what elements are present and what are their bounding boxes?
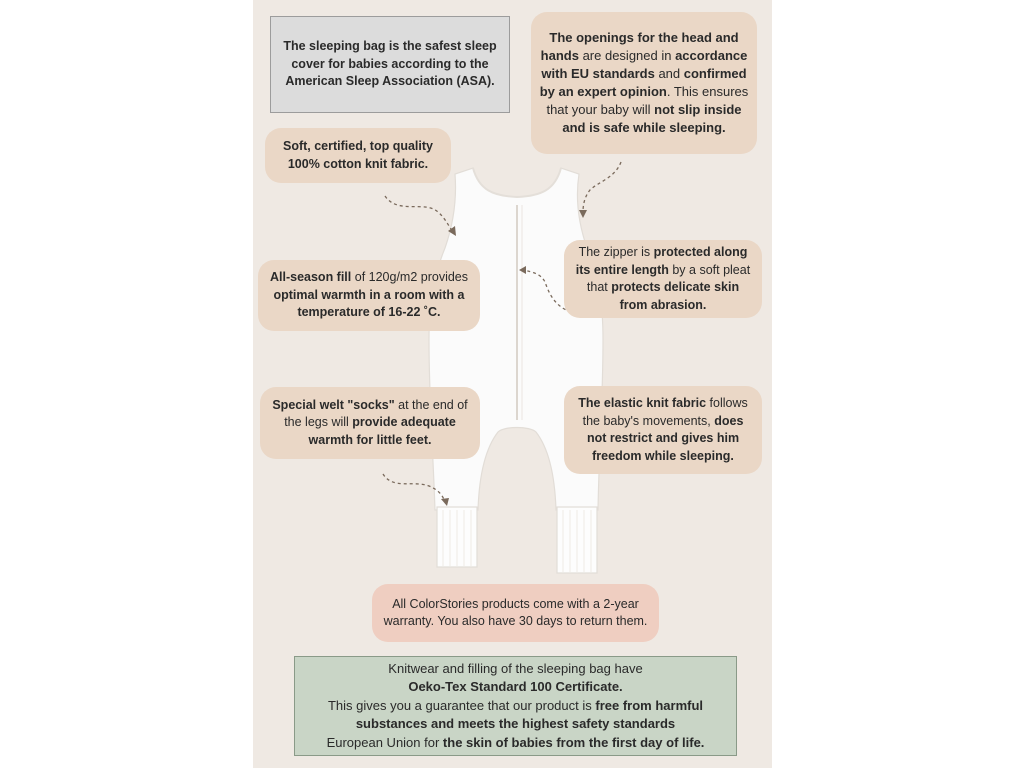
openings-text-bold-7: not slip inside and is safe while sleeping. [562, 102, 742, 135]
oeko-line-4a: European Union for [326, 734, 443, 750]
oeko-line-3 [301, 697, 730, 734]
fill-text-2: of 120g/m2 provides [351, 270, 469, 285]
zipper-text-3: by a soft pleat that [586, 262, 751, 294]
openings-text-2: are designed in [578, 48, 676, 63]
warranty-info-bubble [372, 584, 659, 642]
openings-text [539, 29, 749, 137]
zipper-text-1: The zipper is [578, 245, 654, 259]
arrowhead-openings [579, 210, 587, 218]
oeko-line-4b: the skin of babies from the first day of life. [442, 734, 705, 750]
zipper-info-bubble [564, 240, 762, 318]
zipper-text-bold-4: protects delicate skin from abrasion. [611, 280, 740, 312]
openings-text-6: . This ensures that your baby will [546, 84, 749, 117]
asa-text: The sleeping bag is the safest sleep cover for babies according to the American Sleep Association (ASA). [283, 39, 497, 89]
elastic-text-2: follows the baby's movements, [582, 396, 748, 428]
oeko-certificate-name: Oeko-Tex Standard 100 Certificate. [408, 679, 623, 695]
fill-text [266, 269, 472, 322]
asa-info-box [270, 16, 510, 113]
socks-text-bold-3: provide adequate warmth for little feet. [308, 415, 456, 447]
fabric-text: Soft, certified, top quality 100% cotton knit fabric. [282, 139, 433, 171]
elastic-text-bold-1: The elastic knit fabric [578, 396, 707, 410]
elastic-info-bubble [564, 386, 762, 474]
oeko-line-4 [301, 734, 730, 753]
warranty-text: All ColorStories products come with a 2-year warranty. You also have 30 days to return them. [383, 596, 648, 628]
arrow-openings [583, 162, 621, 212]
socks-text-2: at the end of the legs will [284, 397, 468, 430]
socks-text-bold-1: Special welt "socks" [272, 397, 395, 412]
elastic-text [572, 395, 754, 465]
zipper-text [572, 244, 754, 314]
fabric-info-bubble [265, 128, 451, 183]
fill-info-bubble [258, 260, 480, 331]
oeko-line-3b: free from harmful substances and meets the highest safety standards [355, 697, 704, 732]
elastic-text-bold-3: does not restrict and gives him freedom while sleeping. [586, 413, 744, 463]
zipper-text-bold-2: protected along its entire length [575, 245, 748, 277]
socks-info-bubble [260, 387, 480, 459]
oeko-tex-info-box [294, 656, 737, 756]
oeko-line-2 [301, 678, 730, 697]
openings-text-bold-1: The openings for the head and hands [540, 30, 739, 63]
openings-text-4: and [654, 66, 684, 81]
fill-text-bold-3: optimal warmth in a room with a temperature of 16-22 ˚C. [273, 287, 465, 320]
socks-text [268, 397, 472, 450]
openings-text-bold-3: accordance with EU standards [541, 48, 748, 81]
openings-info-bubble [531, 12, 757, 154]
infographic-poster [253, 0, 772, 768]
oeko-text [301, 660, 730, 753]
oeko-line-3a: This gives you a guarantee that our product is [327, 697, 596, 713]
openings-text-bold-5: confirmed by an expert opinion [539, 66, 747, 99]
oeko-line-1: Knitwear and filling of the sleeping bag have [388, 660, 643, 676]
arrow-fabric [385, 196, 453, 232]
fill-text-bold-1: All-season fill [269, 270, 352, 285]
